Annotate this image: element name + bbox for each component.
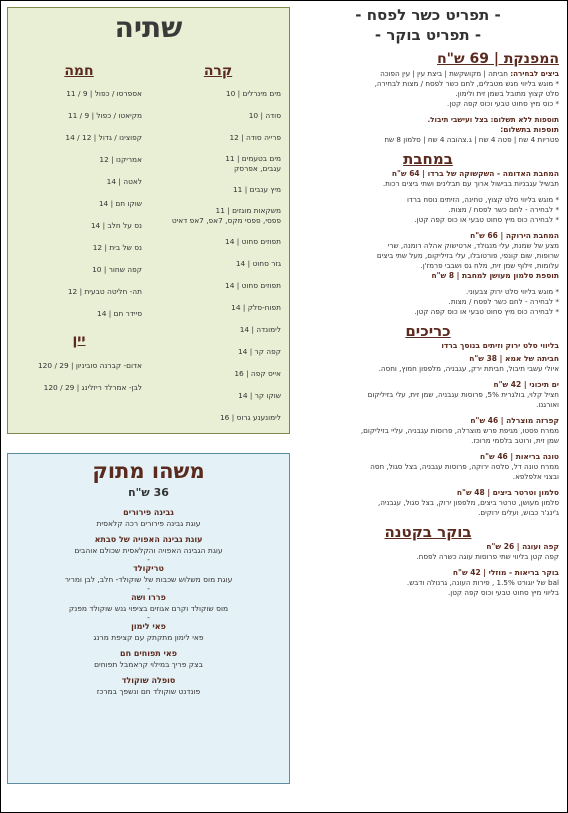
sandwich-item — [297, 354, 559, 374]
drinks-box — [7, 7, 290, 434]
green-pan-line: * מוגש בליווי סלט ירוק צבעוני. — [465, 287, 559, 296]
green-pan-line: * לבחירה - לחם כשר לפסח / מצות. — [448, 297, 559, 306]
sandwich-item — [297, 416, 559, 446]
sandwich-name: קפרזה מוצרלה | 46 ש"ח — [470, 416, 559, 425]
separator-dash: - — [147, 613, 150, 622]
dessert-name: פאי לימון — [131, 622, 166, 631]
small-morning-item — [297, 542, 559, 562]
dessert-desc: פאי לימון מתקתק עם קציפת מרנג — [93, 633, 204, 642]
pampering-line: סלט קצוץ מתובל בשמן זית ולימון. — [455, 89, 559, 98]
desserts-box — [7, 453, 290, 784]
hot-drinks-title: חמה — [64, 63, 94, 79]
menu-title-breakfast: - תפריט בוקר - — [374, 26, 482, 44]
wine-item: לבן- אמרלד ריזלינג | 29 / 120 — [43, 383, 142, 392]
green-pan-desc: עלומות, זילוף שמן זית, מלח גס ושבבי פרמז'ן. — [420, 261, 559, 270]
wine-title: יין — [72, 332, 86, 348]
paid-extras-label: תוספות בתשלום: — [500, 125, 559, 134]
pampering-line: * מוגש בליווי מגש מטבלים, לחם כשר לפסח / מצות לבחירה, — [374, 79, 559, 88]
hot-drink-item: נס של בית | 12 — [92, 243, 142, 252]
sandwich-desc: ובצני אלפלפא. — [512, 472, 559, 481]
dessert-name: גבינה פירורים — [123, 508, 174, 517]
hot-drink-item: תה- חליטה טבעית | 12 — [67, 287, 142, 296]
pan-title: במחבת — [403, 150, 453, 168]
dessert-name: עוגת גבינה האפויה של סבתא — [94, 535, 203, 544]
red-pan-line: * מוגש בליווי סלט קצוץ, טחינה, הזיתים נוסח ברדו — [406, 195, 559, 204]
hot-drink-item: קפה שחור | 10 — [92, 265, 142, 274]
dessert-desc: עוגת מוס משלוש שכבות של שוקולד- חלב, לבן ומריר — [64, 575, 233, 584]
dessert-desc: עוגת גבינה פירורים רכה קלאסית — [96, 519, 201, 528]
cold-drink-item — [155, 154, 281, 174]
cold-drink-note: פפסי, פפסי מקס, 7אפ, 7אפ דאיט — [171, 216, 281, 225]
cold-drink-item: תפוזים סחוט | 14 — [225, 237, 281, 246]
cold-drink-item: אייס קפה | 16 — [234, 369, 281, 378]
sandwich-desc: ואורגנו. — [536, 400, 559, 409]
sandwich-item — [297, 452, 559, 482]
red-pan-title: המחבת האדומה - השקשוקה של ברדו | 64 ש"ח — [391, 169, 559, 178]
dessert-desc: עוגת הגבינה האפויה והקלאסית שכולם אוהבים — [74, 546, 223, 555]
dessert-name: סופלה שוקולד — [121, 676, 176, 685]
hot-drink-item: סיידר חם | 14 — [97, 309, 142, 318]
green-pan-desc: שרופות, שום קונפי, פורטובלו, עלי בזיליקום, מעל שתי ביצים — [376, 251, 559, 260]
green-pan-title: המחבת הירוקה | 66 ש"ח — [470, 231, 559, 240]
small-morning-desc: בליווי מיץ סחוט טבעי וכוס קפה קטן. — [447, 588, 559, 597]
free-extras: תוספות ללא תשלום: בצל ועישבי תיבול. — [427, 115, 559, 124]
separator-dash: - — [147, 555, 150, 564]
cold-drink-item: תפוזים סחוט | 14 — [225, 281, 281, 290]
cold-drink-item: שוקו קר | 14 — [238, 391, 281, 400]
red-pan-line: * לבחירה כוס מיץ סחוט טבעי או כוס קפה קטן. — [414, 215, 559, 224]
small-morning-desc: קפה קטן בליווי שתי פרוסות עוגה כשרה לפסח. — [416, 552, 559, 561]
menu-title-passover: - תפריט כשר לפסח - — [355, 6, 501, 24]
cold-drink-item: לימונדה | 14 — [239, 325, 281, 334]
paid-extras: פטריות 4 שח | פטה 4 שח | ג.צהובה 4 שח | סלמון 8 שח — [384, 135, 559, 144]
red-pan-line: * לבחירה - לחם כשר לפסח / מצות. — [448, 205, 559, 214]
cold-drink-item: סודה | 10 — [248, 111, 281, 120]
sandwich-item — [297, 380, 559, 410]
desserts-price: 36 ש"ח — [128, 486, 169, 499]
sandwich-name: חביתה של אמא | 38 ש"ח — [469, 354, 559, 363]
sandwich-name: טונה בריאות | 46 ש"ח — [479, 452, 559, 461]
cold-drink-item: מים מינרלים | 10 — [225, 89, 281, 98]
salmon-extra: תוספת סלמון מעושן למחבת | 8 ש"ח — [431, 271, 559, 280]
wine-item: אדום- קברנה סוביניון | 29 / 120 — [37, 361, 142, 370]
sandwich-desc: חציל קלוי, בולגרית 5%, פרוסות עגבניה, שמן זית, עלי בזיליקום — [367, 390, 559, 399]
cold-drinks-title: קרה — [203, 63, 233, 79]
sandwiches-subtitle: בליווי סלט ירוק וזיתים בנוסך ברדו — [441, 341, 559, 350]
cold-drink-item: מיץ ענבים | 11 — [232, 185, 281, 194]
dessert-name: פררו ושה — [131, 593, 166, 602]
green-pan-line: * לבחירה כוס מיץ סחוט טבעי או כוס קפה קטן. — [414, 307, 559, 316]
hot-drink-item: אספרסו / כפול | 9 / 11 — [66, 89, 142, 98]
drinks-title: שתיה — [114, 11, 183, 44]
small-morning-name: בוקר בריאות - מוזלי | 42 ש"ח — [452, 568, 559, 577]
sandwich-desc: שמן זית, ורוטב בלסמי מרוכז. — [471, 436, 559, 445]
sandwich-desc: סלמון מעושן, טרטר ביצים, מלפפון ירוק, בצל סגול, עגבניה, — [377, 498, 559, 507]
green-pan-desc: מצע של שמנת, עלי מנגולד, ארטישוק אהלה רומנה, שרי — [387, 241, 559, 250]
hot-drink-item: מקיאטו / כפול | 9 / 11 — [67, 111, 142, 120]
sandwich-item — [297, 488, 559, 518]
sandwiches-title: כריכים — [405, 322, 451, 340]
sandwich-desc: ממרח פסטו, מגיפת פרש מוצרלה, פרוסות עגבניה, עליי בזיליקום, — [360, 426, 559, 435]
red-pan-desc: תבשיל עגבניות בבישול ארוך עם תבלינים ושתי ביצים רכות. — [382, 179, 559, 188]
dessert-desc: מוס שוקולד וקרם אגוזים בציפוי גנש שוקולד מפנק — [68, 604, 229, 613]
separator-dash: - — [147, 584, 150, 593]
cold-drink-name: מים בטעמים | 11 — [225, 154, 281, 163]
sandwich-name: ים תיכוני | 42 ש"ח — [493, 380, 559, 389]
cold-drink-item — [155, 206, 281, 226]
cold-drink-item: תפוח-סלק | 14 — [231, 303, 281, 312]
sandwich-desc: ג'ינג'ר כבוש, ועלים ירוקים. — [478, 508, 559, 517]
sandwich-desc: איולי עשבי תיבול, חביתת ירק, עגבניה, מלפפון חמוץ, וחסה. — [378, 364, 559, 373]
hot-drink-item: שוקו חם | 14 — [98, 199, 142, 208]
hot-drink-item: קפוצינו / גדול | 12 / 14 — [65, 133, 142, 142]
cold-drink-item: גזר סחוט | 14 — [235, 259, 281, 268]
small-morning-desc: bal של יוגורט 1.5% , פירות העונה, גרנולה ודבש. — [406, 578, 559, 587]
breakfast-menu — [297, 5, 559, 805]
dessert-desc: בצק פריך במילוי קראמבל תפוחים — [94, 660, 203, 669]
small-morning-title: בוקר בקטנה — [384, 523, 472, 541]
cold-drink-item: לימונענע גרוס | 16 — [219, 413, 281, 422]
dessert-desc: פונדנט שוקולד חם ונשפך במרכז — [96, 687, 201, 696]
cold-drink-note: עגבים, אפרסק — [234, 164, 281, 173]
small-morning-name: קפה ועוגה | 26 ש"ח — [486, 542, 559, 551]
sandwich-name: סלמון וטרטר ביצים | 48 ש"ח — [456, 488, 559, 497]
eggs-choice: ביצים לבחירה: חביתה | מקושקשת | ביצת עין | עין הפוכה — [380, 69, 559, 78]
pampering-line: * כוס מיץ סחוט טבעי וכוס קפה קטן. — [447, 99, 559, 108]
cold-drink-item: קפה קר | 14 — [237, 347, 281, 356]
cold-drinks-column — [155, 62, 281, 434]
cold-drink-item: פרייה סודה | 12 — [229, 133, 281, 142]
sandwich-desc: ממרח טונה דל, סלסה ירוקה, פרוסות עגבניה, בצל סגול, חסה — [370, 462, 559, 471]
hot-drink-item: אמריקנו | 12 — [99, 155, 142, 164]
hot-drinks-column — [16, 62, 142, 404]
hot-drink-item: נס על חלב | 14 — [90, 221, 142, 230]
desserts-title: משהו מתוק — [92, 459, 205, 483]
pampering-title: המפנקת | 69 ש"ח — [437, 51, 559, 67]
small-morning-item — [297, 568, 559, 598]
dessert-name: טריקולד — [133, 564, 164, 573]
dessert-name: פאי תפוחים חם — [120, 649, 177, 658]
hot-drink-item: לאטה | 14 — [106, 177, 142, 186]
cold-drink-name: משקאות מוגזים | 11 — [215, 206, 281, 215]
